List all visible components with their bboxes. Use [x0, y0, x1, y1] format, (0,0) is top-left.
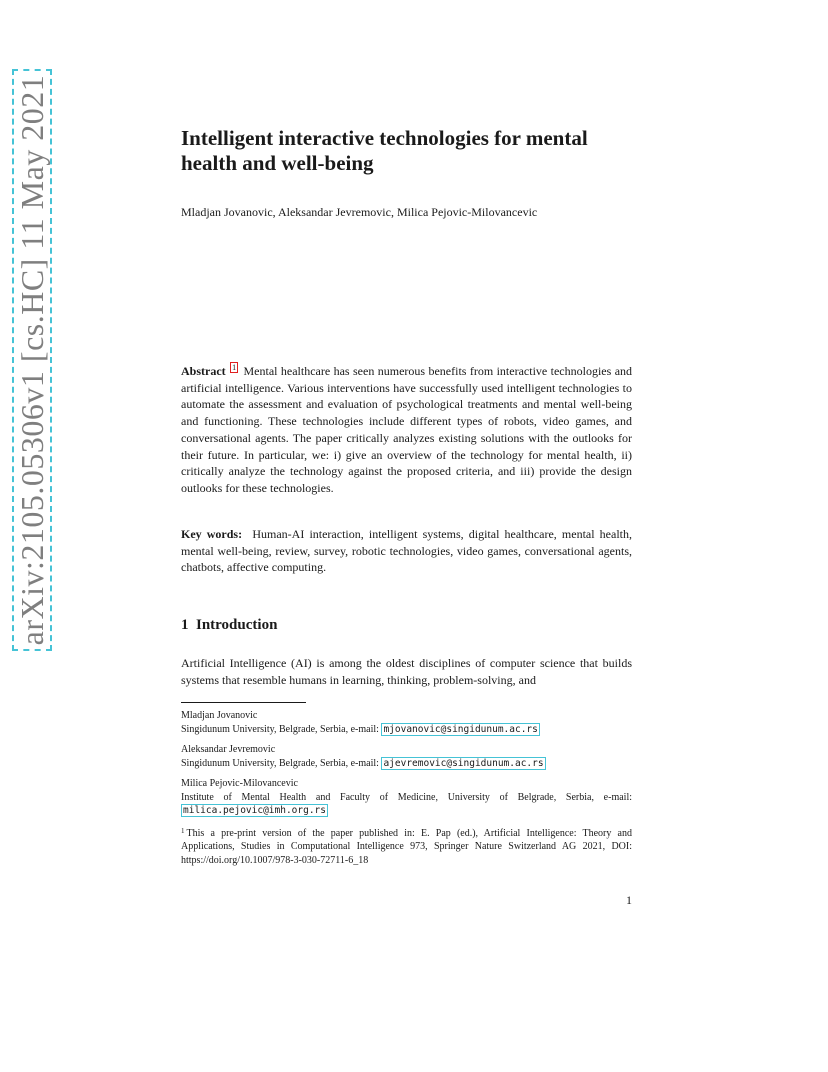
- affiliation-block: [181, 743, 632, 770]
- email-link[interactable]: milica.pejovic@imh.org.rs: [183, 805, 326, 816]
- pre-print-footnote: [181, 825, 632, 868]
- paper-title: Intelligent interactive technologies for mental health and well-being: [181, 126, 588, 175]
- email-link[interactable]: ajevremovic@singidunum.ac.rs: [383, 757, 544, 769]
- affiliation-line: [181, 791, 632, 818]
- section-number: 1: [181, 617, 189, 633]
- abstract-text: Mental healthcare has seen numerous benefits from interactive technologies and artificial intelligence. Various interventions have successfully used intelligent technologies to automate the assessment and evaluation of psychological treatments and mental well-being and functioning. These technologies include different types of robots, video games, and conversational agents. The paper critically analyzes existing solutions with the outlooks for their future. In particular, we: i) give an overview of the technology for mental health, ii) critically analyze the technology against the proposed criteria, and iii) provide the design outlooks for these technologies.: [181, 364, 633, 495]
- keywords: [181, 526, 632, 576]
- affiliation-text: Institute of Mental Health and Faculty of Medicine, University of Belgrade, Serbia, e-mail:: [181, 791, 632, 803]
- affiliation-name: Aleksandar Jevremovic: [181, 744, 276, 755]
- keywords-label: Key words:: [181, 527, 243, 541]
- section-title: Introduction: [196, 617, 278, 633]
- keywords-text: Human-AI interaction, intelligent systems, digital healthcare, mental health, mental well-being, review, survey, robotic technologies, video games, conversational agents, chatbots, affective computing.: [181, 527, 633, 575]
- section-text: Artificial Intelligence (AI) is among the oldest disciplines of computer science that builds systems that resemble humans in learning, thinking, problem-solving, and: [181, 656, 632, 687]
- abstract-label: Abstract: [181, 364, 226, 378]
- footnote-number: 1: [181, 826, 185, 835]
- page-number: 1: [626, 893, 632, 907]
- footnotes: [181, 709, 632, 874]
- affiliation-block: [181, 777, 632, 818]
- footnote-link[interactable]: 1: [232, 363, 237, 372]
- email-link[interactable]: mjovanovic@singidunum.ac.rs: [383, 723, 538, 735]
- affiliation-block: [181, 709, 632, 736]
- affiliation-line: [181, 723, 632, 737]
- arxiv-id[interactable]: arXiv:2105.05306v1 [cs.HC] 11 May 2021: [12, 69, 52, 652]
- affiliation-name: Mladjan Jovanovic: [181, 710, 258, 721]
- footnote-rule: [181, 702, 306, 703]
- author-list: Mladjan Jovanovic, Aleksandar Jevremovic, Milica Pejovic-Milovancevic: [181, 205, 538, 219]
- abstract: [181, 362, 632, 497]
- affiliation-text: Singidunum University, Belgrade, Serbia, e-mail:: [181, 757, 379, 769]
- arxiv-stamp[interactable]: [10, 0, 54, 720]
- affiliation-name: Milica Pejovic-Milovancevic: [181, 778, 298, 789]
- section-heading: [181, 616, 277, 634]
- affiliation-text: Singidunum University, Belgrade, Serbia, e-mail:: [181, 723, 379, 735]
- footnote-text: This a pre-print version of the paper published in: E. Pap (ed.), Artificial Intelligence: Theory and Applications, Studies in Computational Intelligence 973, Springer Nature Switzerland AG 2021, DOI: https://doi.org/10.1007/978-3-030-72711-6_18: [181, 827, 632, 866]
- affiliation-line: [181, 757, 632, 771]
